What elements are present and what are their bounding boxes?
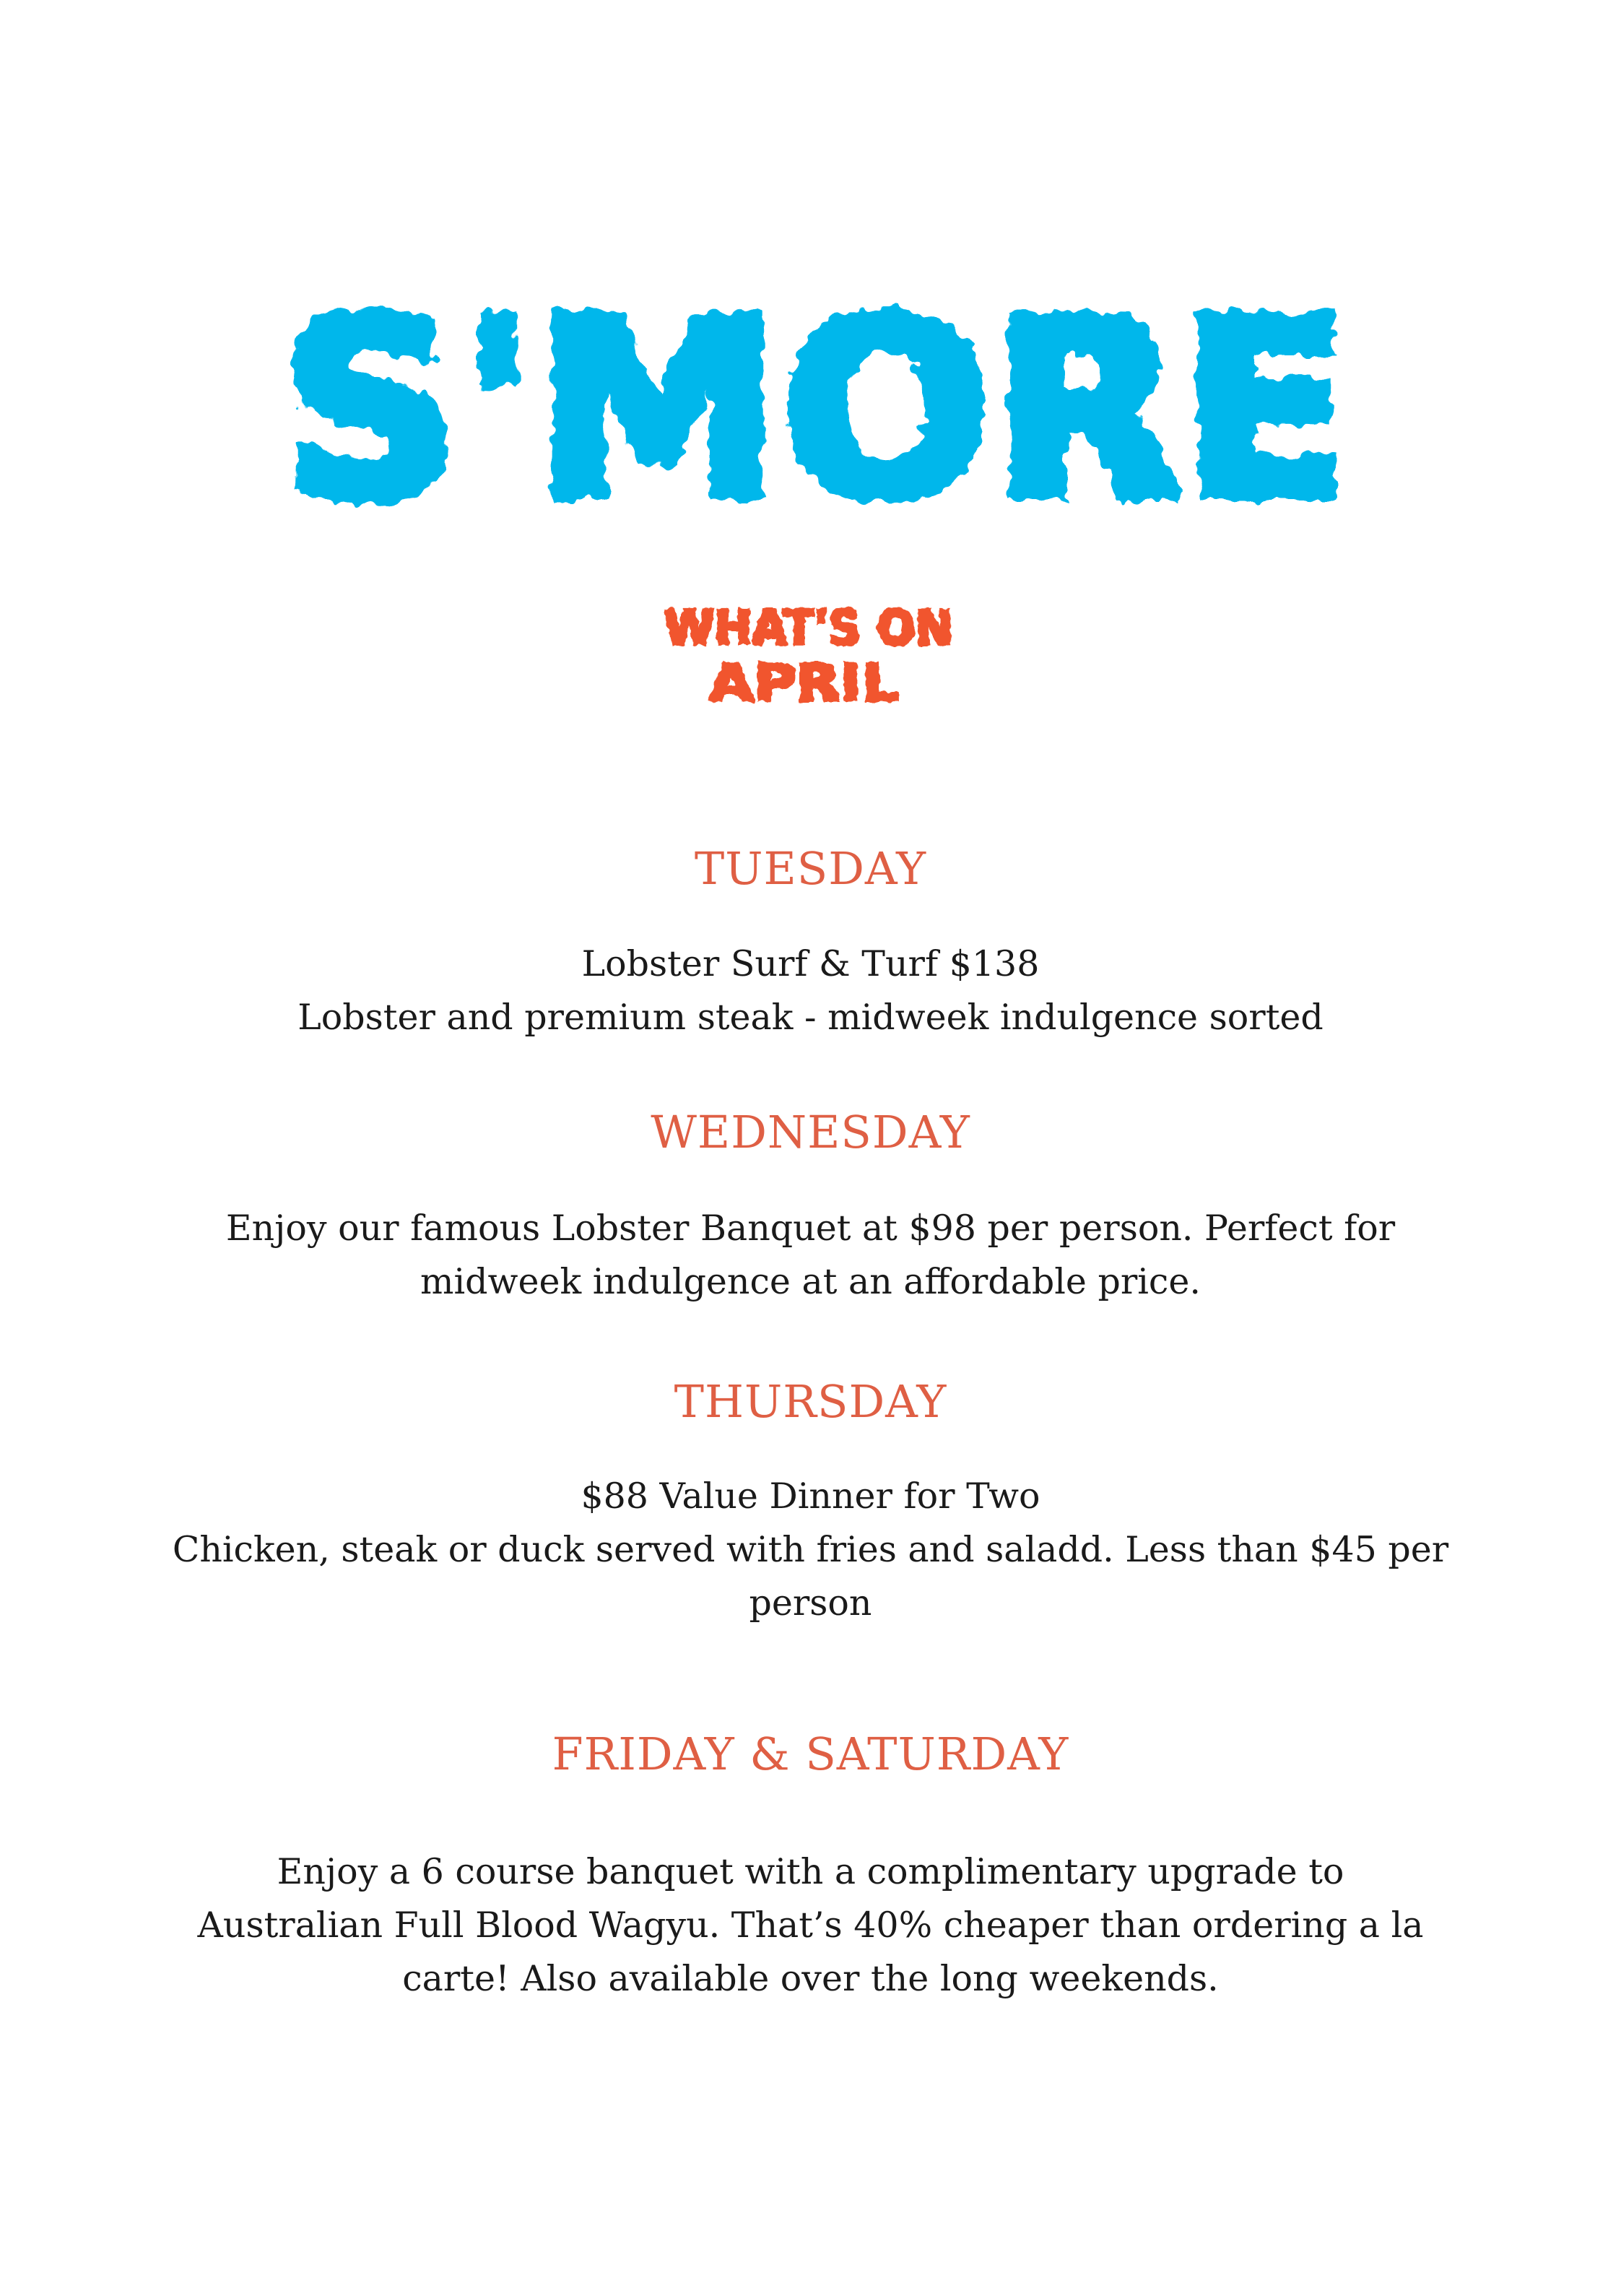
description-line: midweek indulgence at an affordable price. [420,1261,1201,1302]
smore-logo [260,289,1372,527]
description-line: Enjoy our famous Lobster Banquet at $98 per person. Perfect for [225,1208,1396,1249]
logo-text: S'MORE [282,289,1350,527]
friday-saturday-description [0,1845,1621,2006]
description-line: Lobster Surf & Turf $138 [581,943,1040,984]
description-line: Lobster and premium steak - midweek indulgence sorted [297,997,1324,1038]
wednesday-description [0,1202,1621,1309]
day-heading-thursday: THURSDAY [674,1375,947,1428]
tuesday-description [0,937,1621,1044]
month-line: APRIL [709,654,898,713]
day-heading-friday-saturday: FRIDAY & SATURDAY [552,1728,1069,1780]
description-line: $88 Value Dinner for Two [581,1476,1040,1517]
whats-on-heading [621,592,996,715]
description-line: carte! Also available over the long weekends. [402,1958,1219,1999]
thursday-description [0,1470,1621,1630]
day-heading-wednesday: WEDNESDAY [651,1106,970,1158]
whats-on-line: WHAT'S ON [664,600,953,656]
description-line: Chicken, steak or duck served with fries and saladd. Less than $45 per [172,1529,1449,1570]
description-line: Enjoy a 6 course banquet with a complimentary upgrade to [277,1851,1344,1892]
description-line: Australian Full Blood Wagyu. That’s 40% cheaper than ordering a la [197,1905,1424,1946]
day-heading-tuesday: TUESDAY [694,842,927,895]
description-line: person [749,1582,872,1624]
